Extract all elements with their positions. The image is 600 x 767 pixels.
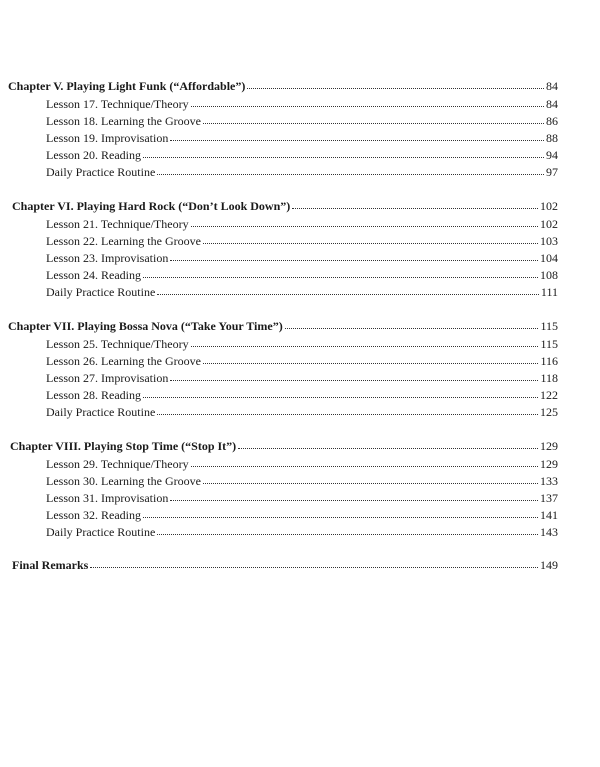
- lesson-entry-title: Lesson 25. Technique/Theory: [46, 337, 189, 351]
- lesson-entry-page-number: 143: [540, 525, 558, 539]
- lesson-entry: [46, 284, 558, 300]
- dot-leader: [246, 78, 545, 90]
- chapter-heading-title: Chapter V. Playing Light Funk (“Affordable”): [8, 79, 246, 93]
- lesson-entry-page-number: 84: [546, 97, 558, 111]
- dot-leader: [169, 130, 545, 142]
- dot-leader: [190, 456, 539, 468]
- lesson-entry: [46, 164, 558, 180]
- final-remarks-entry: [12, 557, 558, 573]
- lesson-entry-title: Lesson 22. Learning the Groove: [46, 234, 201, 248]
- lesson-entry: [46, 147, 558, 163]
- lesson-entry: [46, 404, 558, 420]
- lesson-entry: [46, 130, 558, 146]
- dot-leader: [156, 404, 539, 416]
- lesson-entry-page-number: 97: [546, 165, 558, 179]
- chapter-heading-title: Chapter VII. Playing Bossa Nova (“Take Your Time”): [8, 319, 283, 333]
- dot-leader: [202, 113, 545, 125]
- chapter-heading-page-number: 102: [540, 199, 558, 213]
- lesson-entry-title: Lesson 17. Technique/Theory: [46, 97, 189, 111]
- dot-leader: [284, 318, 540, 330]
- lesson-entry-title: Daily Practice Routine: [46, 165, 156, 179]
- lesson-entry-title: Lesson 23. Improvisation: [46, 251, 169, 265]
- dot-leader: [190, 336, 540, 348]
- chapter-heading: [8, 78, 558, 94]
- lesson-entry-title: Lesson 24. Reading: [46, 268, 141, 282]
- lesson-entry: [46, 336, 558, 352]
- lesson-entry: [46, 353, 558, 369]
- lesson-entry-title: Lesson 26. Learning the Groove: [46, 354, 201, 368]
- dot-leader: [190, 96, 545, 108]
- dot-leader: [89, 557, 539, 569]
- dot-leader: [202, 233, 539, 245]
- lesson-entry-title: Lesson 30. Learning the Groove: [46, 474, 201, 488]
- lesson-entry-page-number: 141: [540, 508, 558, 522]
- final-remarks-entry-title: Final Remarks: [12, 558, 89, 572]
- lesson-entry: [46, 507, 558, 523]
- lesson-entry-page-number: 133: [540, 474, 558, 488]
- lesson-entry-page-number: 94: [546, 148, 558, 162]
- lesson-entry: [46, 370, 558, 386]
- dot-leader: [142, 267, 539, 279]
- lesson-entry: [46, 250, 558, 266]
- lesson-entry: [46, 267, 558, 283]
- lesson-entry: [46, 96, 558, 112]
- dot-leader: [142, 387, 539, 399]
- dot-leader: [237, 438, 539, 450]
- dot-leader: [169, 250, 539, 262]
- lesson-entry: [46, 216, 558, 232]
- dot-leader: [291, 198, 539, 210]
- dot-leader: [156, 284, 540, 296]
- chapter-heading: [10, 438, 558, 454]
- lesson-entry-title: Lesson 31. Improvisation: [46, 491, 169, 505]
- dot-leader: [142, 147, 545, 159]
- lesson-entry-page-number: 122: [540, 388, 558, 402]
- dot-leader: [169, 490, 539, 502]
- lesson-entry: [46, 387, 558, 403]
- dot-leader: [202, 353, 539, 365]
- lesson-entry-title: Daily Practice Routine: [46, 405, 156, 419]
- chapter-heading-page-number: 84: [546, 79, 558, 93]
- dot-leader: [202, 473, 539, 485]
- lesson-entry-title: Daily Practice Routine: [46, 525, 156, 539]
- lesson-entry-page-number: 137: [540, 491, 558, 505]
- lesson-entry-title: Lesson 18. Learning the Groove: [46, 114, 201, 128]
- dot-leader: [156, 524, 539, 536]
- lesson-entry: [46, 233, 558, 249]
- final-remarks-entry-page-number: 149: [540, 558, 558, 572]
- lesson-entry-page-number: 108: [540, 268, 558, 282]
- lesson-entry-page-number: 115: [540, 337, 558, 351]
- dot-leader: [142, 507, 539, 519]
- lesson-entry-title: Lesson 32. Reading: [46, 508, 141, 522]
- chapter-heading-title: Chapter VI. Playing Hard Rock (“Don’t Look Down”): [12, 199, 291, 213]
- lesson-entry: [46, 473, 558, 489]
- lesson-entry-title: Lesson 28. Reading: [46, 388, 141, 402]
- chapter-heading: [8, 318, 558, 334]
- dot-leader: [169, 370, 539, 382]
- lesson-entry: [46, 113, 558, 129]
- lesson-entry-title: Lesson 27. Improvisation: [46, 371, 169, 385]
- lesson-entry-title: Lesson 20. Reading: [46, 148, 141, 162]
- lesson-entry-title: Lesson 21. Technique/Theory: [46, 217, 189, 231]
- lesson-entry-page-number: 129: [540, 457, 558, 471]
- lesson-entry: [46, 524, 558, 540]
- lesson-entry-page-number: 103: [540, 234, 558, 248]
- lesson-entry-page-number: 102: [540, 217, 558, 231]
- lesson-entry-title: Lesson 29. Technique/Theory: [46, 457, 189, 471]
- lesson-entry-page-number: 125: [540, 405, 558, 419]
- dot-leader: [156, 164, 545, 176]
- lesson-entry-title: Daily Practice Routine: [46, 285, 156, 299]
- lesson-entry: [46, 490, 558, 506]
- lesson-entry-page-number: 118: [540, 371, 558, 385]
- chapter-heading-page-number: 115: [540, 319, 558, 333]
- lesson-entry-page-number: 111: [540, 285, 558, 299]
- chapter-heading-page-number: 129: [540, 439, 558, 453]
- lesson-entry-page-number: 104: [540, 251, 558, 265]
- lesson-entry-page-number: 86: [546, 114, 558, 128]
- lesson-entry: [46, 456, 558, 472]
- lesson-entry-page-number: 116: [540, 354, 558, 368]
- lesson-entry-page-number: 88: [546, 131, 558, 145]
- dot-leader: [190, 216, 539, 228]
- chapter-heading: [12, 198, 558, 214]
- chapter-heading-title: Chapter VIII. Playing Stop Time (“Stop It”): [10, 439, 237, 453]
- lesson-entry-title: Lesson 19. Improvisation: [46, 131, 169, 145]
